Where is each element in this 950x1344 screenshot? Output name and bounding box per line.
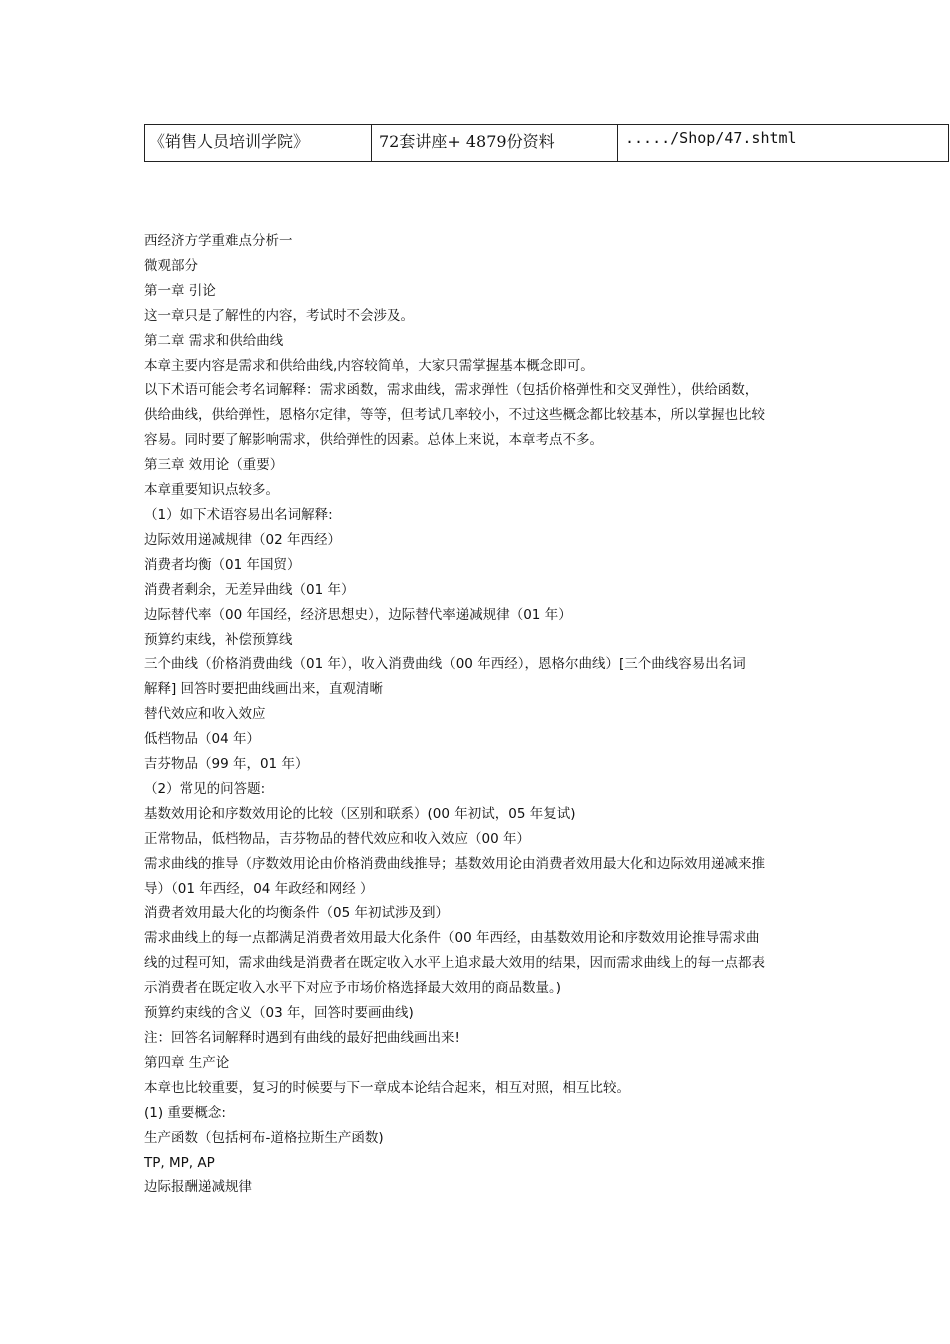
text-line: 需求曲线的推导（序数效用论由价格消费曲线推导；基数效用论由消费者效用最大化和边际效用递减来推 (144, 855, 765, 872)
text-line: 生产函数（包括柯布-道格拉斯生产函数) (144, 1129, 384, 1146)
text-line: 注：回答名词解释时遇到有曲线的最好把曲线画出来! (144, 1030, 460, 1046)
text-line: 预算约束线的含义（03 年，回答时要画曲线) (144, 1005, 414, 1022)
header-row (145, 125, 949, 162)
text-line: 边际替代率（00 年国经，经济思想史），边际替代率递减规律（01 年） (144, 606, 572, 623)
text-line: 第三章 效用论（重要） (144, 457, 284, 474)
text-line: 供给曲线，供给弹性，恩格尔定律，等等，但考试几率较小，不过这些概念都比较基本，所以掌握也比较 (144, 407, 765, 424)
text-line: 预算约束线，补偿预算线 (144, 631, 293, 648)
text-line: 这一章只是了解性的内容，考试时不会涉及。 (144, 307, 414, 324)
text-line: (1) 重要概念: (144, 1104, 226, 1121)
text-line: 西经济方学重难点分析一 (144, 233, 293, 249)
text-line: 容易。同时要了解影响需求，供给弹性的因素。总体上来说，本章考点不多。 (144, 432, 603, 449)
text-line: 本章重要知识点较多。 (144, 482, 279, 499)
text-line: 吉芬物品（99 年，01 年） (144, 756, 309, 773)
document-body (144, 229, 812, 1200)
header-table (144, 124, 949, 162)
text-line: 本章也比较重要，复习的时候要与下一章成本论结合起来，相互对照，相互比较。 (144, 1079, 630, 1096)
text-line: 低档物品（04 年） (144, 731, 260, 748)
text-line: 消费者均衡（01 年国贸） (144, 556, 301, 573)
header-cell-url: ...../Shop/47.shtml (618, 125, 949, 162)
text-line: 第二章 需求和供给曲线 (144, 332, 284, 349)
text-line: 边际效用递减规律（02 年西经） (144, 531, 341, 548)
text-line: 导）（01 年西经，04 年政经和网经 ） (144, 880, 374, 897)
text-line: 以下术语可能会考名词解释：需求函数，需求曲线，需求弹性（包括价格弹性和交叉弹性），供给函数， (144, 382, 759, 399)
text-line: （1）如下术语容易出名词解释: (144, 506, 333, 523)
text-line: 需求曲线上的每一点都满足消费者效用最大化条件（00 年西经，由基数效用论和序数效用论推导需求曲 (144, 930, 760, 947)
text-line: （2）常见的问答题: (144, 780, 266, 797)
text-line: 线的过程可知，需求曲线是消费者在既定收入水平上追求最大效用的结果，因而需求曲线上的每一点都表 (144, 955, 765, 972)
text-line: 消费者效用最大化的均衡条件（05 年初试涉及到） (144, 905, 449, 922)
header-cell-resources: 72套讲座+ 4879份资料 (372, 125, 618, 162)
text-line: 消费者剩余，无差异曲线（01 年） (144, 581, 355, 598)
text-line: 微观部分 (144, 257, 198, 274)
text-line: 替代效应和收入效应 (144, 706, 266, 723)
text-line: 基数效用论和序数效用论的比较（区别和联系）(00 年初试，05 年复试) (144, 805, 576, 822)
text-line: 本章主要内容是需求和供给曲线,内容较简单，大家只需掌握基本概念即可。 (144, 357, 594, 374)
text-line: 三个曲线（价格消费曲线（01 年），收入消费曲线（00 年西经），恩格尔曲线）[三个曲线容易出名词 (144, 656, 746, 673)
text-line: TP, MP, AP (144, 1154, 215, 1171)
text-line: 正常物品，低档物品，吉芬物品的替代效应和收入效应（00 年） (144, 830, 530, 847)
text-line: 第四章 生产论 (144, 1054, 230, 1071)
text-line: 示消费者在既定收入水平下对应予市场价格选择最大效用的商品数量。) (144, 980, 562, 997)
text-line: 边际报酬递减规律 (144, 1179, 252, 1196)
text-line: 解释] 回答时要把曲线画出来，直观清晰 (144, 681, 384, 698)
text-line: 第一章 引论 (144, 282, 216, 299)
header-cell-title: 《销售人员培训学院》 (145, 125, 372, 162)
